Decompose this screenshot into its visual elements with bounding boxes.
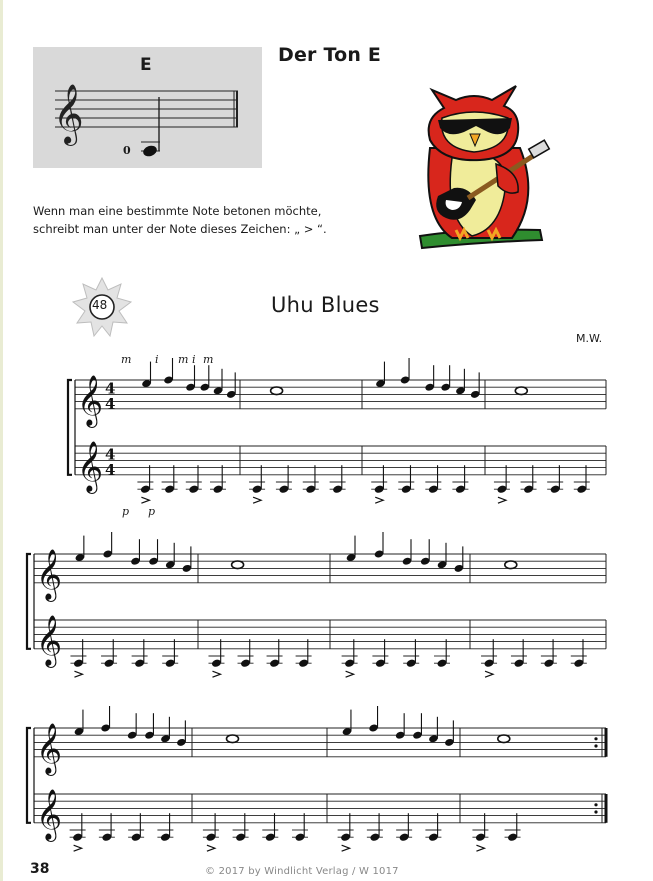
time-signature-top: 4	[105, 445, 116, 464]
track-number: 48	[92, 298, 108, 312]
treble-clef: 𝄞	[36, 548, 63, 600]
treble-clef: 𝄞	[77, 440, 104, 492]
whole-note	[515, 387, 527, 395]
finger-number: 0	[123, 144, 131, 157]
repeat-dot	[594, 744, 597, 747]
accent-mark	[74, 845, 82, 851]
treble-clef: 𝄞	[77, 374, 104, 426]
system-bracket	[68, 380, 72, 475]
treble-clef: 𝄞	[36, 788, 63, 840]
accent-mark	[346, 671, 354, 677]
system-bracket	[27, 554, 31, 649]
accent-mark	[342, 845, 350, 851]
fingering-i: i	[192, 353, 196, 366]
accent-mark	[141, 497, 149, 503]
fingering-m: m	[203, 353, 214, 366]
accent-mark	[212, 671, 220, 677]
repeat-dot	[594, 803, 597, 806]
system-bracket	[27, 728, 31, 823]
copyright-notice: © 2017 by Windlicht Verlag / W 1017	[205, 866, 399, 877]
accent-mark	[476, 845, 484, 851]
accent-mark	[74, 671, 82, 677]
whole-note	[232, 561, 244, 569]
svg-text:𝄞: 𝄞	[53, 84, 84, 144]
accent-mark	[253, 497, 261, 503]
whole-note	[271, 387, 283, 395]
note-label: E	[140, 55, 152, 75]
whole-note	[505, 561, 517, 569]
composer: M.W.	[576, 332, 603, 345]
accent-mark	[207, 845, 215, 851]
accent-mark	[485, 671, 493, 677]
treble-clef: 𝄞	[36, 614, 63, 666]
time-signature-bottom: 4	[105, 460, 116, 479]
whole-note	[498, 735, 510, 743]
page-number: 38	[30, 861, 50, 877]
song-title: Uhu Blues	[271, 293, 380, 317]
fingering-i: i	[155, 353, 159, 366]
intro-line-2: schreibt man unter der Note dieses Zeichen: „ > “.	[33, 222, 327, 236]
treble-clef: 𝄞	[36, 722, 63, 774]
fingering-m: m	[121, 353, 132, 366]
fingering-m: m	[178, 353, 189, 366]
time-signature-top: 4	[105, 379, 116, 398]
intro-line-1: Wenn man eine bestimmte Note betonen möchte,	[33, 204, 322, 218]
fingering-p: p	[148, 505, 156, 518]
fingering-p: p	[122, 505, 130, 518]
heading-note: E	[367, 44, 382, 66]
heading-prefix: Der Ton	[278, 44, 368, 66]
whole-note	[227, 735, 239, 743]
accent-mark	[498, 497, 506, 503]
accent-mark	[375, 497, 383, 503]
repeat-dot	[594, 737, 597, 740]
time-signature-bottom: 4	[105, 394, 116, 413]
repeat-dot	[594, 810, 597, 813]
